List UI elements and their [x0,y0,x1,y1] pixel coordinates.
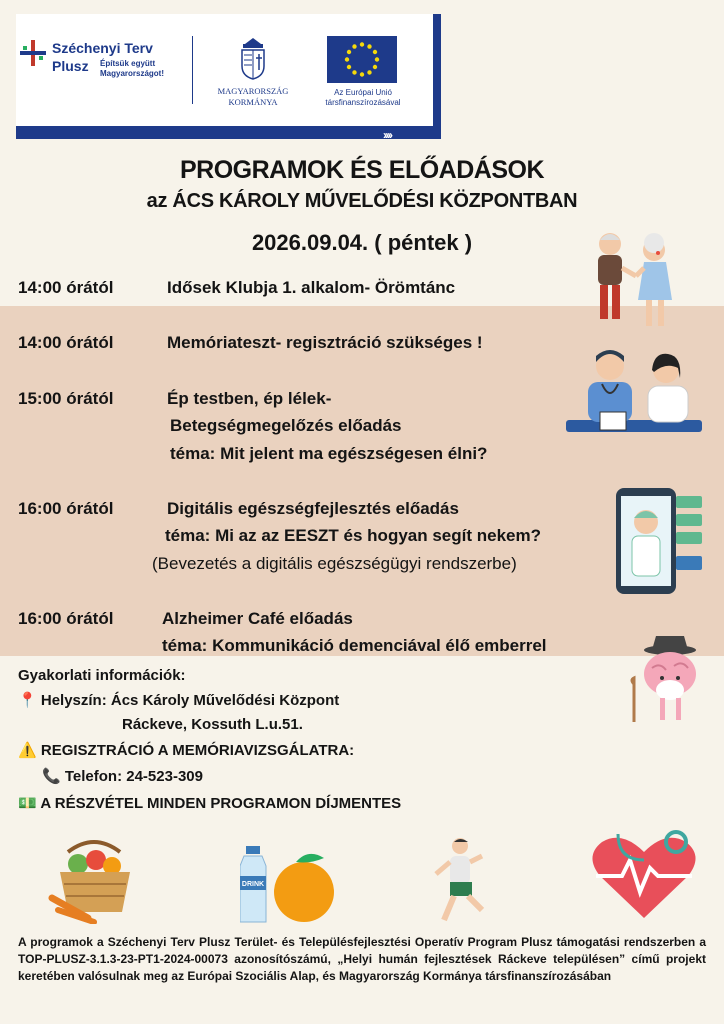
schedule-time-5: 16:00 órától [18,609,114,628]
szechenyi-cross-icon [20,40,46,66]
eu-flag-icon [327,36,397,83]
government-line1: MAGYARORSZÁG [217,86,289,96]
eu-star-icon [352,44,356,48]
schedule-text-4c: (Bevezetés a digitális egészségügyi rendszerbe) [152,554,517,573]
phone-row [42,767,203,785]
info-heading: Gyakorlati információk: [18,667,186,684]
eu-star-icon [360,42,364,46]
water-and-orange-illustration [240,842,340,926]
event-date: 2026.09.04. ( péntek ) [251,230,473,255]
heart-health-illustration [588,830,700,922]
doctor-patient-illustration [566,342,702,452]
location-row [18,691,339,709]
szechenyi-plusz: Plusz [52,58,89,74]
eu-star-icon [373,65,377,69]
registration-row [18,741,354,759]
government-line2: KORMÁNYA [228,97,278,107]
location-label: Helyszín: Ács Károly Művelődési Központ [40,692,340,709]
schedule-text-3c: téma: Mit jelent ma egészségesen élni? [170,444,488,463]
header-stripe [16,126,441,139]
dancing-seniors-illustration [578,228,688,338]
schedule-time-3: 15:00 órától [18,389,114,408]
eu-star-icon [373,50,377,54]
hungarian-coat-of-arms-icon [237,36,269,80]
schedule-text-4a: Digitális egészségfejlesztés előadás [167,499,459,518]
schedule-text-5b: téma: Kommunikáció demenciával élő emberrel [162,636,547,655]
money-icon: 💵 [18,795,37,812]
eu-star-icon [360,72,364,76]
page-title: PROGRAMOK ÉS ELŐADÁSOK [179,156,545,184]
eu-star-icon [367,70,371,74]
page-subtitle: az ÁCS KÁROLY MŰVELŐDÉSI KÖZPONTBAN [146,190,578,212]
phone-app-illustration [614,486,706,596]
free-text: A RÉSZVÉTEL MINDEN PROGRAMON DÍJMENTES [40,795,402,812]
eu-star-icon [375,57,379,61]
footer-text: A programok a Széchenyi Terv Plusz Terület- és Településfejlesztési Operatív Program Plusz támogatási rendszerben a TOP-PLUSZ-3.1.3-23-PT1-2024-00073 azonosítószámú, „Helyi humán fejlesztések Ráckeve településen” című projekt keretében valósulnak meg az Európai Szociális Alap, és Magyarország Kormánya társfinanszírozásában [18,935,706,983]
eu-line1: Az Európai Unió [334,88,392,97]
runner-illustration [424,836,494,926]
schedule-text-3b: Betegségmegelőzés előadás [170,416,402,435]
phone-number: Telefon: 24-523-309 [64,768,203,785]
schedule-time-4: 16:00 órától [18,499,114,518]
schedule-text-4b: téma: Mi az az EESZT és hogyan segít nekem? [165,526,541,545]
phone-icon: 📞 [42,768,61,785]
logo-divider [192,36,193,104]
szechenyi-title: Széchenyi Terv [52,40,153,56]
szechenyi-slogan: Építsük együtt Magyarországot! [100,59,165,78]
eu-star-icon [345,57,349,61]
eu-star-icon [352,70,356,74]
eu-line2: társfinanszírozásával [325,98,401,107]
schedule-text-3a: Ép testben, ép lélek- [167,389,332,408]
schedule-text-5a: Alzheimer Café előadás [162,609,353,628]
warning-icon: ⚠️ [18,742,37,759]
eu-star-icon [367,44,371,48]
vegetable-basket-illustration [48,838,140,924]
bottle-label: DRINK [241,881,265,888]
schedule-time-1: 14:00 órától [18,278,114,297]
brain-character-illustration [626,628,706,728]
eu-text [308,88,418,108]
eu-star-icon [347,65,351,69]
eu-star-icon [347,50,351,54]
schedule-time-2: 14:00 órától [18,333,114,352]
location-pin-icon: 📍 [18,692,37,709]
location-address: Ráckeve, Kossuth L.u.51. [122,716,303,733]
free-row [18,794,401,812]
schedule-text-1: Idősek Klubja 1. alkalom- Örömtánc [167,278,456,297]
registration-text: REGISZTRÁCIÓ A MEMÓRIAVIZSGÁLATRA: [40,742,355,759]
chevron-decoration-icon: ›››› [383,128,391,142]
government-text [200,86,306,108]
schedule-text-2: Memóriateszt- regisztráció szükséges ! [167,333,483,352]
